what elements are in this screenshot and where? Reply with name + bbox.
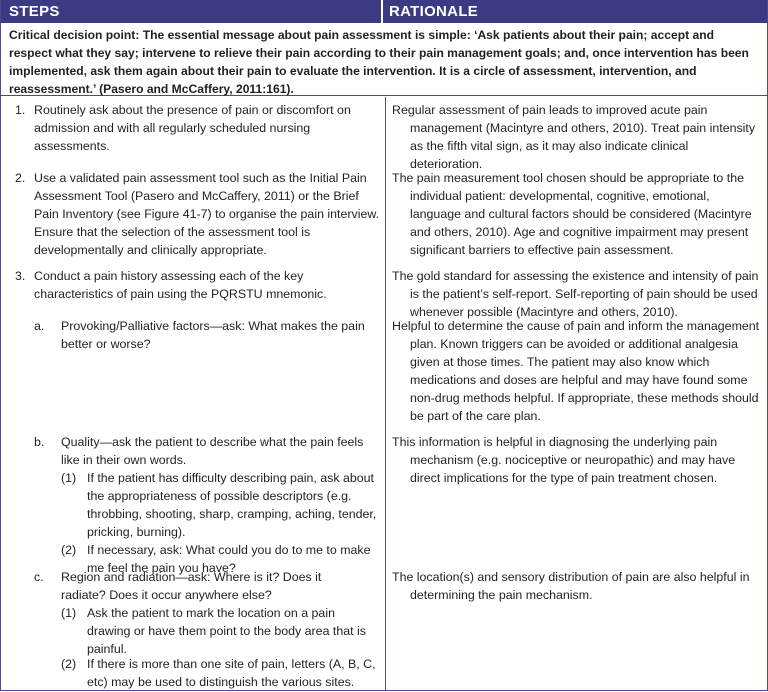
substep-letter: a.	[34, 319, 45, 333]
item-number: (2)	[61, 657, 77, 671]
item-text: If necessary, ask: What could you do to me to make me feel the pain you have?	[87, 543, 371, 575]
substep-title: Quality	[61, 435, 100, 449]
substep-text	[61, 568, 361, 604]
rationale-2	[392, 169, 762, 259]
rationale-a	[392, 317, 762, 425]
item-number: (2)	[61, 543, 77, 557]
rationale-c	[392, 568, 762, 604]
item-number: (1)	[61, 606, 77, 620]
item-text: If the patient has difficulty describing pain, ask about the appropriateness of possible descriptors (e.g. throbbing, shooting, sharp, cramping, aching, tender, pricking, burning).	[87, 471, 377, 539]
rationale-text: The pain measurement tool chosen should be appropriate to the individual patient: developmental, cognitive, emotional, language and cultural factors should be considered (Macintyre and others, 2010). Age and cognitive impairment may present significant barriers to effective pain assessment.	[392, 171, 752, 257]
substep-letter: c.	[34, 570, 44, 584]
substep-body: —ask: What makes the pain better or worse?	[61, 319, 365, 351]
item-number: (1)	[61, 471, 77, 485]
step-text: Conduct a pain history assessing each of the key characteristics of pain using the PQRSTU mnemonic.	[34, 269, 327, 301]
steps-header: STEPS	[1, 0, 383, 23]
step-text: Routinely ask about the presence of pain or discomfort on admission and with all regularly scheduled nursing assessments.	[34, 103, 351, 153]
substep-text	[61, 317, 371, 353]
rationale-1	[392, 101, 762, 173]
table-body	[1, 97, 767, 690]
substep-body: —ask the patient to describe what the pain feels like in their own words.	[61, 435, 364, 467]
substep-title: Region and radiation	[61, 570, 176, 584]
rationale-header: RATIONALE	[389, 3, 479, 20]
rationale-3	[392, 267, 762, 321]
item-text: Ask the patient to mark the location on a pain drawing or have them point to the body area that is painful.	[87, 606, 366, 656]
step-number: 2.	[15, 171, 26, 185]
substep-body: —ask: Where is it? Does it radiate? Does it occur anywhere else?	[61, 570, 322, 602]
rationale-b	[392, 433, 762, 487]
rationale-text: This information is helpful in diagnosing the underlying pain mechanism (e.g. nociceptive or neuropathic) and may have direct implications for the type of pain treatment chosen.	[392, 435, 736, 485]
rationale-text: Helpful to determine the cause of pain and inform the management plan. Known triggers can be avoided or additional analgesia given at those times. The patient may also know which medications and doses are helpful and may have found some non-drug methods helpful. If appropriate, these methods should be part of the care plan.	[392, 319, 760, 423]
rationale-text: Regular assessment of pain leads to improved acute pain management (Macintyre and others, 2010). Treat pain intensity as the fifth vital sign, as it may also indicate clinical deterioration.	[392, 103, 756, 171]
critical-decision-point: Critical decision point: The essential message about pain assessment is simple: ‘Ask patients about their pain; accept and respect what they say; intervene to relieve their pain according to their pain management goals; and, once intervention has been implemented, ask them again about their pain to evaluate the intervention. It is a circle of assessment, intervention, and reassessment.’ (Pasero and McCaffery, 2011:161).	[1, 23, 767, 96]
step-text: Use a validated pain assessment tool such as the Initial Pain Assessment Tool (Pasero and McCaffery, 2011) or the Brief Pain Inventory (see Figure 41-7) to organise the pain interview. Ensure that the selection of the assessment tool is developmentally and clinically appropriate.	[34, 171, 380, 257]
substep-title: Provoking/Palliative factors	[61, 319, 210, 333]
rationale-text: The location(s) and sensory distribution of pain are also helpful in determining the pain mechanism.	[392, 570, 750, 602]
substep-letter: b.	[34, 435, 45, 449]
item-text: If there is more than one site of pain, letters (A, B, C, etc) may be used to distinguish the various sites.	[87, 657, 376, 689]
step-number: 3.	[15, 269, 26, 283]
step-number: 1.	[15, 103, 26, 117]
table-header	[1, 0, 767, 23]
rationale-text: The gold standard for assessing the existence and intensity of pain is the patient’s self-report. Self-reporting of pain should be used whenever possible (Macintyre and others, 2010).	[392, 269, 759, 319]
substep-text	[61, 433, 371, 469]
